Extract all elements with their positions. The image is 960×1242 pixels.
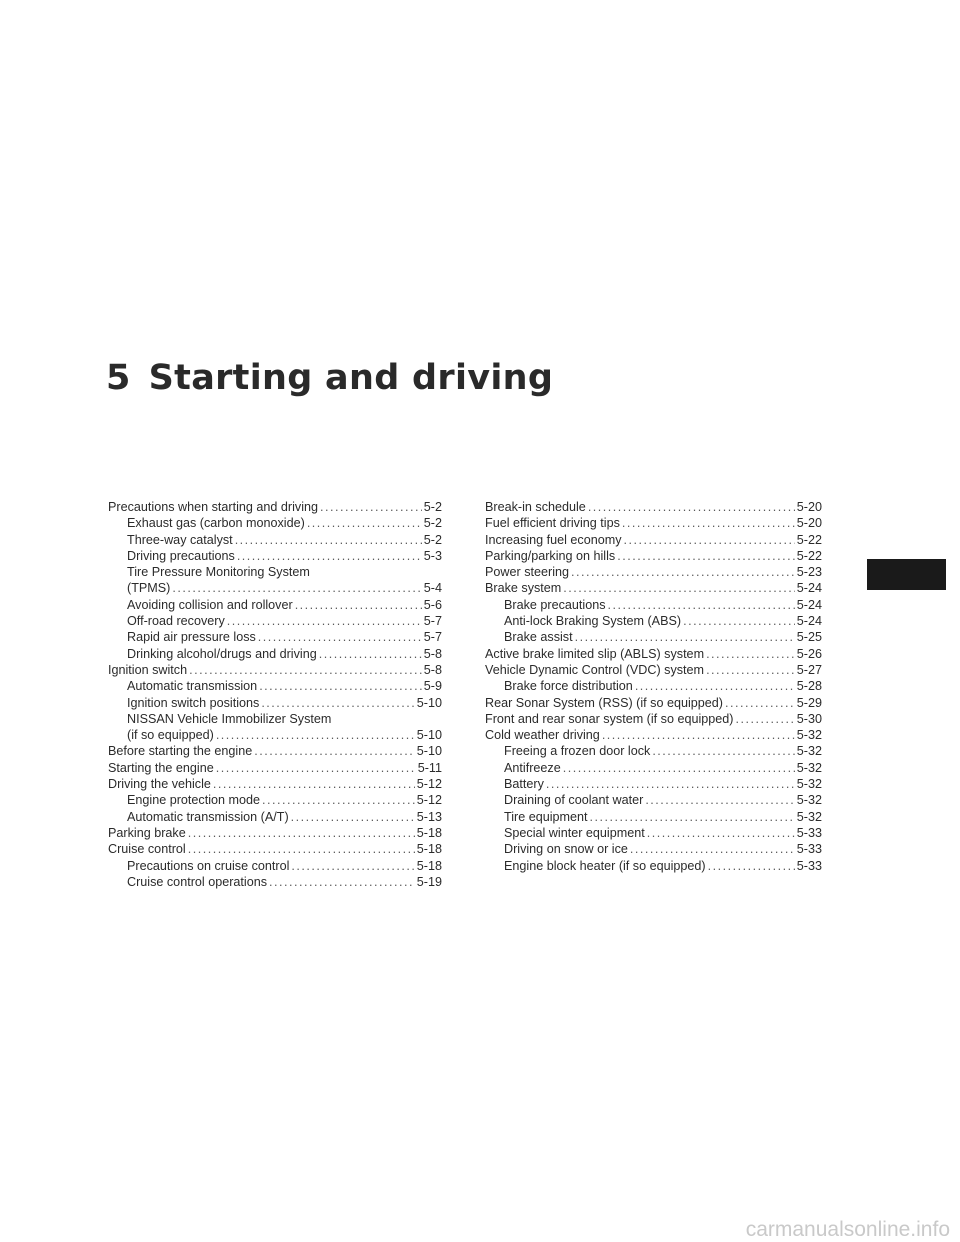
toc-entry-page: 5-18 <box>416 858 442 873</box>
toc-entry-title: Brake system <box>485 581 562 596</box>
chapter-title-text: Starting and driving <box>148 358 554 398</box>
toc-entry[interactable] <box>485 711 822 727</box>
toc-entry-title: Antifreeze <box>504 760 561 775</box>
toc-entry-title: Anti-lock Braking System (ABS) <box>504 614 682 629</box>
toc-leader-dots <box>254 743 415 759</box>
toc-entry-page: 5-19 <box>416 874 442 889</box>
toc-entry-title: Engine block heater (if so equipped) <box>504 858 706 873</box>
toc-entry-page: 5-6 <box>423 597 442 612</box>
toc-entry-page: 5-23 <box>796 565 822 580</box>
toc-leader-dots <box>624 532 795 548</box>
toc-entry[interactable] <box>485 515 822 531</box>
toc-leader-dots <box>213 776 415 792</box>
toc-entry-page: 5-32 <box>796 809 822 824</box>
toc-entry-title: Brake precautions <box>504 597 606 612</box>
toc-entry-title: Drinking alcohol/drugs and driving <box>127 646 317 661</box>
toc-leader-dots <box>291 858 414 874</box>
toc-entry-title: Driving on snow or ice <box>504 842 628 857</box>
toc-entry-title: Fuel efficient driving tips <box>485 516 620 531</box>
toc-entry[interactable] <box>485 613 822 629</box>
toc-entry[interactable] <box>108 727 442 743</box>
toc-leader-dots <box>683 613 795 629</box>
toc-entry[interactable] <box>108 564 442 580</box>
toc-entry-page: 5-13 <box>416 809 442 824</box>
toc-entry-page: 5-10 <box>416 695 442 710</box>
toc-entry[interactable] <box>485 646 822 662</box>
toc-entry-title: Increasing fuel economy <box>485 532 622 547</box>
toc-leader-dots <box>563 580 794 596</box>
toc-entry[interactable] <box>108 499 442 515</box>
toc-entry[interactable] <box>108 629 442 645</box>
toc-leader-dots <box>617 548 795 564</box>
toc-entry[interactable] <box>485 629 822 645</box>
toc-entry-page: 5-10 <box>416 728 442 743</box>
toc-leader-dots <box>635 678 795 694</box>
toc-leader-dots <box>237 548 422 564</box>
toc-entry[interactable] <box>108 515 442 531</box>
toc-entry-page: 5-32 <box>796 744 822 759</box>
toc-entry-page: 5-22 <box>796 532 822 547</box>
toc-entry-page: 5-30 <box>796 711 822 726</box>
toc-entry-title: Battery <box>504 777 544 792</box>
toc-entry-page: 5-24 <box>796 614 822 629</box>
toc-entry-page: 5-24 <box>796 581 822 596</box>
toc-leader-dots <box>307 515 422 531</box>
toc-entry-title: (TPMS) <box>127 581 171 596</box>
toc-entry-page: 5-7 <box>423 630 442 645</box>
toc-entry-title: Driving the vehicle <box>108 777 211 792</box>
toc-entry-title: NISSAN Vehicle Immobilizer System <box>127 711 332 726</box>
toc-leader-dots <box>575 629 795 645</box>
toc-entry-page: 5-27 <box>796 662 822 677</box>
toc-leader-dots <box>295 597 422 613</box>
toc-entry[interactable] <box>108 678 442 694</box>
toc-entry[interactable] <box>108 662 442 678</box>
toc-entry[interactable] <box>108 776 442 792</box>
toc-entry-title: Engine protection mode <box>127 793 261 808</box>
toc-leader-dots <box>588 499 795 515</box>
toc-leader-dots <box>216 760 416 776</box>
toc-entry-page: 5-33 <box>796 825 822 840</box>
toc-entry-title: Tire Pressure Monitoring System <box>127 565 310 580</box>
toc-entry-page: 5-32 <box>796 793 822 808</box>
toc-entry-title: Tire equipment <box>504 809 588 824</box>
toc-entry-title: Freeing a frozen door lock <box>504 744 651 759</box>
chapter-title <box>106 358 553 398</box>
toc-entry[interactable] <box>485 548 822 564</box>
toc-entry[interactable] <box>108 792 442 808</box>
toc-entry-page: 5-11 <box>417 760 442 775</box>
toc-leader-dots <box>708 858 795 874</box>
toc-leader-dots <box>258 629 422 645</box>
toc-leader-dots <box>227 613 422 629</box>
toc-entry[interactable] <box>485 809 822 825</box>
toc-entry-title: Avoiding collision and rollover <box>127 597 293 612</box>
toc-leader-dots <box>269 874 415 890</box>
toc-entry-title: Parking brake <box>108 825 186 840</box>
toc-entry-page: 5-26 <box>796 646 822 661</box>
toc-entry-page: 5-18 <box>416 842 442 857</box>
toc-entry-page: 5-8 <box>423 646 442 661</box>
toc-entry[interactable] <box>485 727 822 743</box>
toc-entry-page: 5-12 <box>416 793 442 808</box>
toc-entry-page: 5-33 <box>796 842 822 857</box>
toc-entry-page: 5-22 <box>796 548 822 563</box>
toc-entry[interactable] <box>108 532 442 548</box>
toc-entry-page: 5-18 <box>416 825 442 840</box>
toc-entry[interactable] <box>485 678 822 694</box>
toc-entry[interactable] <box>108 711 442 727</box>
toc-entry[interactable] <box>485 564 822 580</box>
toc-entry[interactable] <box>108 825 442 841</box>
toc-entry-page: 5-8 <box>423 662 442 677</box>
toc-entry[interactable] <box>485 499 822 515</box>
toc-leader-dots <box>262 792 415 808</box>
toc-entry[interactable] <box>108 809 442 825</box>
toc-leader-dots <box>652 743 794 759</box>
toc-entry[interactable] <box>108 760 442 776</box>
toc-leader-dots <box>320 499 422 515</box>
toc-leader-dots <box>736 711 795 727</box>
toc-entry[interactable] <box>108 874 442 890</box>
toc-entry-page: 5-25 <box>796 630 822 645</box>
toc-entry-title: Automatic transmission <box>127 679 258 694</box>
toc-leader-dots <box>291 809 415 825</box>
toc-entry-page: 5-33 <box>796 858 822 873</box>
toc-entry[interactable] <box>108 646 442 662</box>
toc-entry-title: Parking/parking on hills <box>485 548 616 563</box>
toc-entry[interactable] <box>485 792 822 808</box>
toc-entry[interactable] <box>485 760 822 776</box>
toc-entry[interactable] <box>485 776 822 792</box>
toc-entry-title: Automatic transmission (A/T) <box>127 809 289 824</box>
toc-leader-dots <box>630 841 795 857</box>
toc-leader-dots <box>235 532 422 548</box>
toc-entry[interactable] <box>485 841 822 857</box>
toc-entry-title: Precautions when starting and driving <box>108 500 319 514</box>
toc-leader-dots <box>622 515 795 531</box>
toc-entry-page: 5-2 <box>423 516 442 531</box>
toc-entry[interactable] <box>108 841 442 857</box>
toc-leader-dots <box>645 792 794 808</box>
toc-entry-title: Vehicle Dynamic Control (VDC) system <box>485 662 705 677</box>
toc-entry[interactable] <box>108 743 442 759</box>
toc-entry-title: Power steering <box>485 565 569 580</box>
toc-entry-title: Exhaust gas (carbon monoxide) <box>127 516 305 531</box>
toc-entry-title: Brake assist <box>504 630 573 645</box>
toc-entry-title: Ignition switch positions <box>127 695 260 710</box>
toc-entry-title: Front and rear sonar system (if so equipped) <box>485 711 734 726</box>
footer-watermark: carmanualsonline.info <box>745 1218 950 1241</box>
toc-leader-dots <box>602 727 795 743</box>
toc-leader-dots <box>261 695 414 711</box>
toc-leader-dots <box>319 646 422 662</box>
toc-entry-page: 5-3 <box>423 548 442 563</box>
toc-entry[interactable] <box>108 580 442 596</box>
toc-leader-dots <box>563 760 795 776</box>
toc-leader-dots <box>571 564 795 580</box>
toc-entry[interactable] <box>108 613 442 629</box>
toc-entry-title: (if so equipped) <box>127 728 214 743</box>
toc-entry[interactable] <box>485 662 822 678</box>
toc-entry[interactable] <box>108 858 442 874</box>
toc-right-column <box>485 499 822 874</box>
toc-entry[interactable] <box>485 597 822 613</box>
toc-entry-page: 5-2 <box>423 532 442 547</box>
toc-leader-dots <box>725 695 795 711</box>
toc-entry[interactable] <box>485 532 822 548</box>
toc-entry-title: Cruise control <box>108 842 186 857</box>
toc-entry-title: Driving precautions <box>127 548 235 563</box>
toc-leader-dots <box>647 825 795 841</box>
toc-entry-page: 5-32 <box>796 777 822 792</box>
toc-entry-title: Precautions on cruise control <box>127 858 290 873</box>
toc-entry[interactable] <box>108 548 442 564</box>
toc-entry-page: 5-29 <box>796 695 822 710</box>
chapter-number: 5 <box>106 358 131 398</box>
toc-leader-dots <box>188 841 415 857</box>
toc-entry[interactable] <box>485 743 822 759</box>
toc-entry-title: Brake force distribution <box>504 679 633 694</box>
toc-entry[interactable] <box>485 825 822 841</box>
toc-entry-title: Ignition switch <box>108 662 188 677</box>
toc-leader-dots <box>189 662 422 678</box>
toc-entry[interactable] <box>485 580 822 596</box>
toc-entry-page: 5-4 <box>423 581 442 596</box>
toc-entry-page: 5-2 <box>423 500 442 514</box>
toc-leader-dots <box>172 580 421 596</box>
toc-entry[interactable] <box>485 858 822 874</box>
toc-entry-title: Starting the engine <box>108 760 214 775</box>
toc-entry-title: Special winter equipment <box>504 825 645 840</box>
toc-leader-dots <box>608 597 795 613</box>
toc-leader-dots <box>706 662 795 678</box>
toc-entry-title: Draining of coolant water <box>504 793 644 808</box>
toc-left-column <box>108 499 442 890</box>
toc-entry-page: 5-7 <box>423 614 442 629</box>
toc-entry[interactable] <box>108 695 442 711</box>
toc-entry-title: Three-way catalyst <box>127 532 233 547</box>
toc-entry-title: Break-in schedule <box>485 500 586 514</box>
toc-entry-page: 5-9 <box>423 679 442 694</box>
toc-entry-page: 5-24 <box>796 597 822 612</box>
toc-entry-title: Rapid air pressure loss <box>127 630 256 645</box>
toc-entry-title: Active brake limited slip (ABLS) system <box>485 646 705 661</box>
toc-entry[interactable] <box>108 597 442 613</box>
toc-leader-dots <box>546 776 795 792</box>
toc-entry-page: 5-20 <box>796 516 822 531</box>
toc-entry[interactable] <box>485 695 822 711</box>
toc-entry-page: 5-32 <box>796 728 822 743</box>
toc-entry-title: Cruise control operations <box>127 874 268 889</box>
toc-leader-dots <box>706 646 795 662</box>
toc-leader-dots <box>216 727 415 743</box>
toc-entry-page: 5-20 <box>796 500 822 514</box>
toc-entry-title: Rear Sonar System (RSS) (if so equipped) <box>485 695 723 710</box>
toc-leader-dots <box>259 678 422 694</box>
toc-entry-title: Before starting the engine <box>108 744 253 759</box>
toc-entry-page: 5-12 <box>416 777 442 792</box>
toc-entry-page: 5-10 <box>416 744 442 759</box>
toc-entry-title: Off-road recovery <box>127 614 225 629</box>
chapter-thumb-tab <box>867 559 946 590</box>
toc-entry-page: 5-32 <box>796 760 822 775</box>
toc-leader-dots <box>188 825 415 841</box>
toc-entry-title: Cold weather driving <box>485 728 600 743</box>
toc-leader-dots <box>590 809 795 825</box>
toc-entry-page: 5-28 <box>796 679 822 694</box>
